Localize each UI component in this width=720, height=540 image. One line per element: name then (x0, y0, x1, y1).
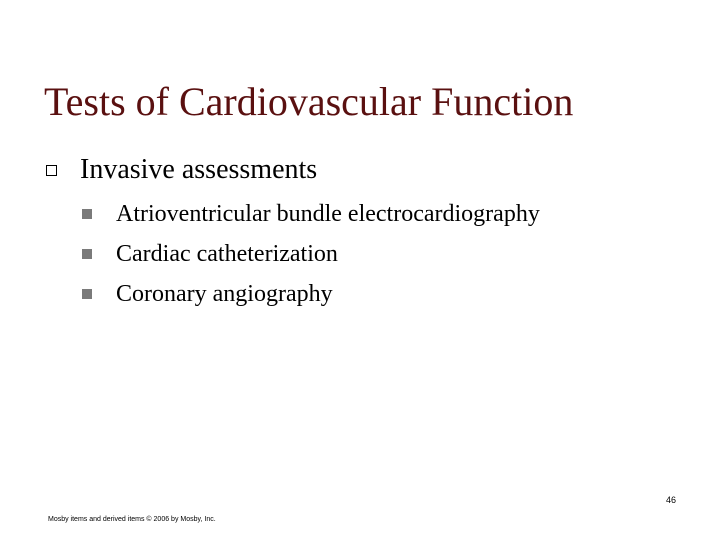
sub-bullet-item (82, 274, 540, 314)
filled-square-bullet-icon (82, 209, 92, 219)
filled-square-bullet-icon (82, 289, 92, 299)
sub-bullet-text: Coronary angiography (116, 281, 333, 307)
slide-title: Tests of Cardiovascular Function (44, 79, 574, 124)
copyright-footer: Mosby items and derived items © 2006 by Mosby, Inc. (48, 516, 216, 523)
bullet-invasive-assessments (44, 152, 318, 188)
sub-bullet-item (82, 234, 540, 274)
sub-bullet-list (82, 194, 540, 314)
filled-square-bullet-icon (82, 249, 92, 259)
hollow-square-bullet-icon (46, 165, 57, 176)
sub-bullet-text: Cardiac catheterization (116, 241, 338, 267)
sub-bullet-text: Atrioventricular bundle electrocardiography (116, 201, 540, 227)
bullet-text: Invasive assessments (80, 154, 318, 185)
page-number: 46 (665, 495, 676, 505)
sub-bullet-item (82, 194, 540, 234)
